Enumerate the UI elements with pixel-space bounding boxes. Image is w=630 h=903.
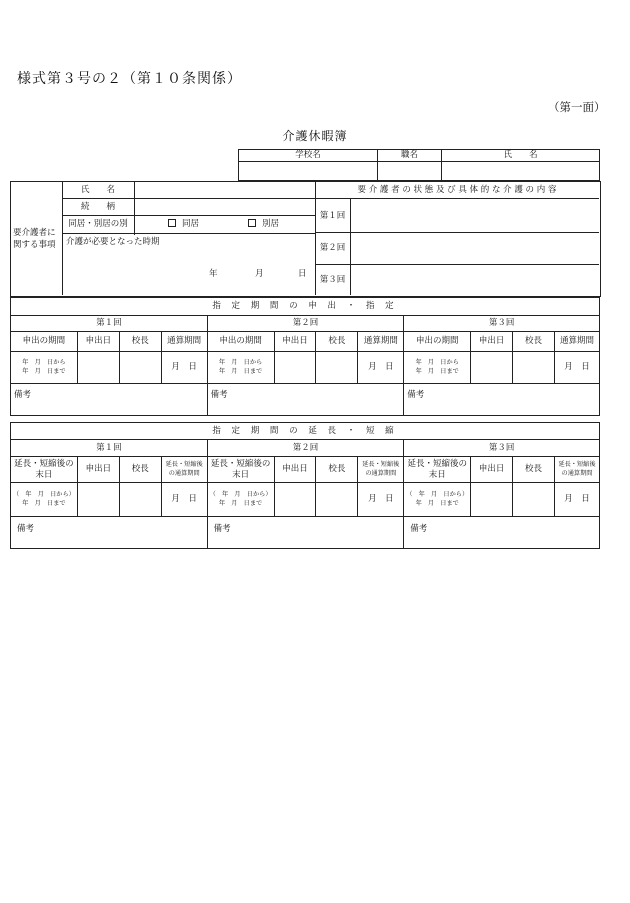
needed-month: 月	[255, 269, 264, 279]
designation-round-1: 第１回	[11, 316, 208, 332]
date-cell[interactable]	[274, 352, 316, 384]
until-text: 年 月 日まで	[218, 367, 263, 375]
position-label: 職名	[378, 150, 442, 162]
end-date-cell[interactable]	[404, 483, 471, 517]
col-date: 申出日	[77, 457, 119, 483]
remarks-cell[interactable]	[404, 384, 600, 416]
col-total-line1: 延長・短縮後	[362, 461, 400, 469]
until-text: 年 月 日まで	[22, 499, 66, 507]
remarks-cell[interactable]	[11, 384, 208, 416]
form-number-title: 様式第３号の２（第１０条関係）	[17, 71, 242, 87]
end-date-cell[interactable]	[207, 483, 274, 517]
remarks-label: 備考	[210, 390, 228, 400]
needed-since-label: 介護が必要となった時期	[66, 237, 160, 247]
remarks-cell[interactable]	[207, 384, 404, 416]
until-text: 年 月 日まで	[415, 499, 459, 507]
col-end-line1: 延長・短縮後の	[407, 458, 467, 469]
name-value-cell[interactable]	[442, 162, 600, 181]
col-principal: 校長	[513, 457, 555, 483]
date-cell[interactable]	[274, 483, 316, 517]
position-value-cell[interactable]	[378, 162, 442, 181]
col-total: 通算期間	[161, 332, 207, 352]
date-cell[interactable]	[471, 483, 513, 517]
remarks-cell[interactable]	[207, 517, 404, 549]
principal-cell[interactable]	[513, 352, 555, 384]
col-principal: 校長	[513, 332, 555, 352]
total-cell[interactable]: 月 日	[358, 352, 404, 384]
col-end-line1: 延長・短縮後の	[14, 458, 74, 469]
col-total-line1: 延長・短縮後	[558, 461, 596, 469]
name-label: 氏 名	[442, 150, 600, 162]
until-text: 年 月 日まで	[415, 367, 459, 375]
extension-round-3: 第３回	[404, 440, 600, 457]
cohabit-option[interactable]	[168, 219, 199, 229]
principal-cell[interactable]	[316, 483, 358, 517]
designation-round-3: 第３回	[404, 316, 600, 332]
period-cell[interactable]	[11, 352, 78, 384]
document-title: 介護休暇簿	[282, 129, 348, 143]
care-round-3: 第３回	[319, 275, 346, 285]
cohabit-label: 同居・別居の別	[68, 219, 128, 229]
col-period: 申出の期間	[207, 332, 274, 352]
cohabit-option-label: 同居	[182, 219, 200, 229]
col-period: 申出の期間	[11, 332, 78, 352]
remarks-label: 備考	[407, 390, 425, 400]
col-end-line1: 延長・短縮後の	[210, 458, 271, 469]
from-text: （ 年 月 日から）	[209, 491, 272, 499]
care-name-label: 氏 名	[80, 185, 115, 195]
col-date: 申出日	[274, 332, 316, 352]
total-cell[interactable]: 月 日	[161, 483, 207, 517]
designation-table	[10, 297, 600, 416]
col-total-line2: の通算期間	[561, 469, 593, 477]
school-label: 学校名	[239, 150, 378, 162]
designation-round-2: 第２回	[207, 316, 404, 332]
from-text: （ 年 月 日から）	[406, 491, 469, 499]
from-text: 年 月 日から	[218, 359, 263, 367]
checkbox-icon[interactable]	[168, 219, 176, 227]
care-status-header: 要 介 護 者 の 状 態 及 び 具 体 的 な 介 護 の 内 容	[357, 185, 557, 195]
school-value-cell[interactable]	[239, 162, 378, 181]
total-cell[interactable]: 月 日	[161, 352, 207, 384]
col-date: 申出日	[274, 457, 316, 483]
col-end-date	[404, 457, 471, 483]
col-total: 通算期間	[358, 332, 404, 352]
care-round-1: 第１回	[319, 211, 346, 221]
col-period: 申出の期間	[404, 332, 471, 352]
remarks-label: 備考	[213, 524, 231, 534]
principal-cell[interactable]	[316, 352, 358, 384]
col-end-date	[207, 457, 274, 483]
col-total-line2: の通算期間	[365, 469, 397, 477]
care-round-2: 第２回	[319, 243, 346, 253]
checkbox-icon[interactable]	[248, 219, 256, 227]
col-total	[161, 457, 207, 483]
total-cell[interactable]: 月 日	[555, 483, 600, 517]
extension-round-1: 第１回	[11, 440, 208, 457]
principal-cell[interactable]	[513, 483, 555, 517]
needed-day: 日	[298, 269, 307, 279]
remarks-label: 備考	[14, 390, 32, 400]
period-cell[interactable]	[404, 352, 471, 384]
col-total	[555, 457, 600, 483]
period-cell[interactable]	[207, 352, 274, 384]
col-end-line2: 末日	[232, 469, 250, 480]
remarks-cell[interactable]	[404, 517, 600, 549]
separate-option[interactable]	[248, 219, 279, 229]
remarks-cell[interactable]	[11, 517, 208, 549]
until-text: 年 月 日まで	[218, 499, 263, 507]
date-cell[interactable]	[77, 352, 119, 384]
info-table	[238, 149, 600, 181]
from-text: 年 月 日から	[22, 359, 66, 367]
until-text: 年 月 日まで	[22, 367, 66, 375]
principal-cell[interactable]	[119, 483, 161, 517]
col-total-line2: の通算期間	[168, 469, 200, 477]
from-text: 年 月 日から	[415, 359, 459, 367]
needed-year: 年	[209, 269, 218, 279]
face-label: （第一面）	[548, 100, 606, 114]
care-person-side-label-text: 要介護者に関する事項	[13, 228, 56, 251]
designation-title: 指 定 期 間 の 申 出 ・ 指 定	[11, 298, 600, 316]
col-total	[358, 457, 404, 483]
principal-cell[interactable]	[119, 352, 161, 384]
col-end-line2: 末日	[35, 469, 53, 480]
total-cell[interactable]: 月 日	[555, 352, 600, 384]
col-end-date	[11, 457, 78, 483]
total-cell[interactable]: 月 日	[358, 483, 404, 517]
col-date: 申出日	[77, 332, 119, 352]
date-cell[interactable]	[77, 483, 119, 517]
care-relation-label: 続 柄	[80, 202, 115, 212]
extension-round-2: 第２回	[207, 440, 404, 457]
end-date-cell[interactable]	[11, 483, 78, 517]
col-total: 通算期間	[555, 332, 600, 352]
col-principal: 校長	[316, 457, 358, 483]
col-end-line2: 末日	[428, 469, 446, 480]
col-principal: 校長	[316, 332, 358, 352]
from-text: （ 年 月 日から）	[13, 491, 75, 499]
extension-title: 指 定 期 間 の 延 長 ・ 短 縮	[11, 423, 600, 440]
col-principal: 校長	[119, 332, 161, 352]
extension-table	[10, 422, 600, 549]
remarks-label: 備考	[410, 524, 428, 534]
separate-option-label: 別居	[262, 219, 280, 229]
remarks-label: 備考	[17, 524, 35, 534]
care-person-side-label	[13, 227, 61, 252]
col-total-line1: 延長・短縮後	[165, 461, 203, 469]
col-date: 申出日	[471, 332, 513, 352]
col-date: 申出日	[471, 457, 513, 483]
col-principal: 校長	[119, 457, 161, 483]
date-cell[interactable]	[471, 352, 513, 384]
